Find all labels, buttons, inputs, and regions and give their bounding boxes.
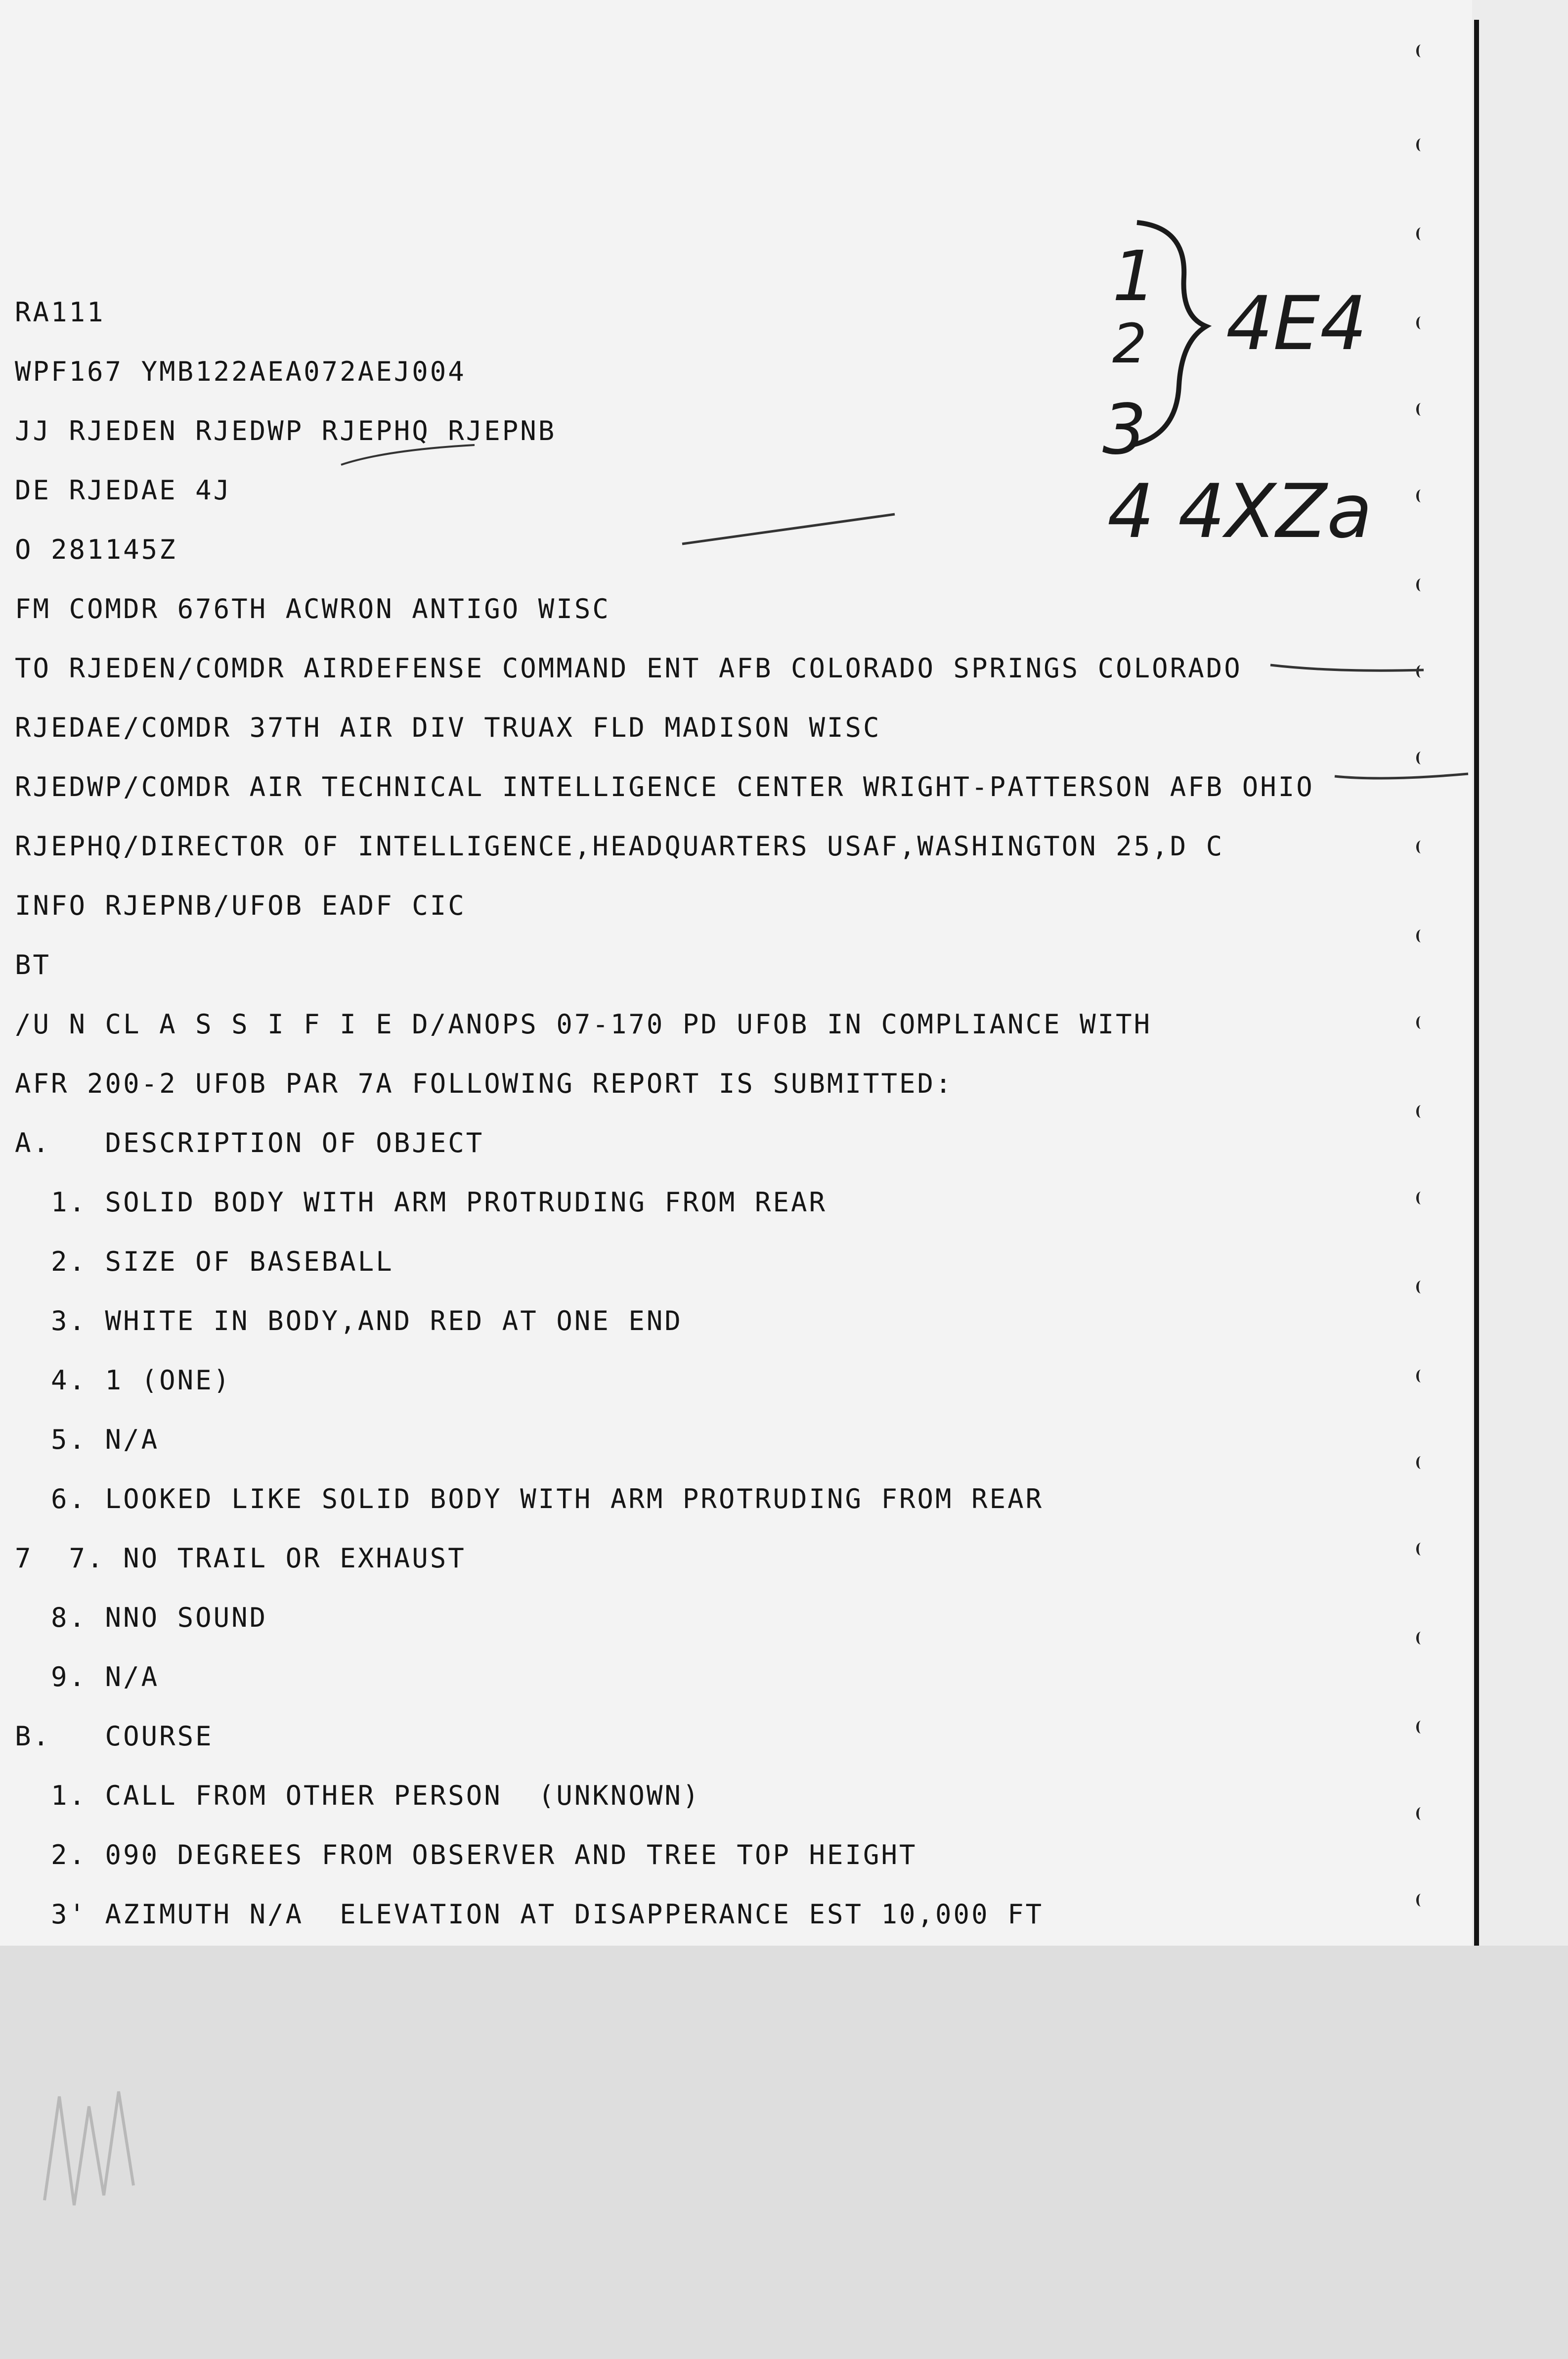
handwritten-number: 3	[1102, 390, 1147, 470]
report-item: 2. SIZE OF BASEBALL	[15, 1246, 394, 1277]
addressee-line: RJEPHQ/DIRECTOR OF INTELLIGENCE,HEADQUARTERS USAF,WASHINGTON 25,D C	[15, 831, 1224, 862]
feed-hole-icon	[1416, 138, 1426, 151]
feed-hole-icon	[1416, 930, 1426, 942]
page-right-margin	[1472, 0, 1568, 1946]
feed-hole-icon	[1416, 490, 1426, 502]
feed-hole-icon	[1416, 45, 1426, 57]
feed-hole-icon	[1416, 579, 1426, 591]
report-item: 5. N/A	[15, 1424, 160, 1455]
feed-hole-icon	[1416, 1807, 1426, 1820]
report-item: 2. 090 DEGREES FROM OBSERVER AND TREE TOP HEIGHT	[15, 1839, 917, 1870]
feed-hole-icon	[1416, 1370, 1426, 1382]
to-line: TO RJEDEN/COMDR AIRDEFENSE COMMAND ENT AFB COLORADO SPRINGS COLORADO	[15, 653, 1242, 684]
report-item: 7 7. NO TRAIL OR EXHAUST	[15, 1543, 466, 1574]
date-time-group: O 281145Z	[15, 534, 177, 565]
report-item: 6. LOOKED LIKE SOLID BODY WITH ARM PROTRUDING FROM REAR	[15, 1483, 1044, 1514]
report-item: 1. SOLID BODY WITH ARM PROTRUDING FROM REAR	[15, 1187, 827, 1218]
feed-hole-icon	[1416, 227, 1426, 240]
routing-line: JJ RJEDEN RJEDWP RJEPHQ RJEPNB	[15, 415, 557, 446]
report-item: 4. 1 (ONE)	[15, 1365, 232, 1396]
feed-hole-icon	[1416, 1281, 1426, 1293]
feed-hole-icon	[1416, 316, 1426, 329]
routing-line: DE RJEDAE 4J	[15, 475, 232, 506]
body-line: AFR 200-2 UFOB PAR 7A FOLLOWING REPORT IS SUBMITTED:	[15, 1068, 954, 1099]
margin-scribble	[35, 2077, 163, 2225]
handwritten-number: 1	[1112, 236, 1157, 317]
report-item: 1. CALL FROM OTHER PERSON (UNKNOWN)	[15, 1780, 701, 1811]
routing-line: RA111	[15, 297, 105, 328]
feed-hole-icon	[1416, 1456, 1426, 1469]
report-item: 3. WHITE IN BODY,AND RED AT ONE END	[15, 1305, 683, 1336]
break-line: BT	[15, 949, 51, 980]
addressee-line: RJEDAE/COMDR 37TH AIR DIV TRUAX FLD MADISON WISC	[15, 712, 881, 743]
feed-hole-icon	[1416, 1543, 1426, 1556]
feed-hole-icon	[1416, 1721, 1426, 1734]
feed-hole-icon	[1416, 841, 1426, 853]
routing-line: WPF167 YMB122AEA072AEJ004	[15, 356, 466, 387]
feed-hole-icon	[1416, 1016, 1426, 1029]
handwritten-page-ref: 4 4XZa	[1107, 469, 1372, 555]
report-item: 3' AZIMUTH N/A ELEVATION AT DISAPPERANCE EST 10,000 FT	[15, 1899, 1044, 1930]
feed-hole-icon	[1416, 1632, 1426, 1645]
handwritten-page-ref: 4E4	[1226, 281, 1367, 367]
lower-background	[0, 1946, 1568, 2359]
feed-hole-icon	[1416, 752, 1426, 764]
section-heading: A. DESCRIPTION OF OBJECT	[15, 1127, 484, 1158]
feed-hole-icon	[1416, 1894, 1426, 1907]
classification-line: /U N CL A S S I F I E D/ANOPS 07-170 PD UFOB IN COMPLIANCE WITH	[15, 1009, 1152, 1040]
feed-hole-icon	[1416, 403, 1426, 416]
info-line: INFO RJEPNB/UFOB EADF CIC	[15, 890, 466, 921]
from-line: FM COMDR 676TH ACWRON ANTIGO WISC	[15, 593, 610, 624]
edge-rule	[1474, 20, 1479, 1946]
section-heading: B. COURSE	[15, 1721, 214, 1752]
report-item: 9. N/A	[15, 1661, 160, 1692]
feed-hole-icon	[1416, 1105, 1426, 1118]
feed-hole-icon	[1416, 665, 1426, 678]
feed-hole-icon	[1416, 1192, 1426, 1204]
addressee-line: RJEDWP/COMDR AIR TECHNICAL INTELLIGENCE CENTER WRIGHT-PATTERSON AFB OHIO	[15, 771, 1314, 802]
handwritten-number: 2	[1112, 312, 1147, 375]
report-item: 8. NNO SOUND	[15, 1602, 268, 1633]
